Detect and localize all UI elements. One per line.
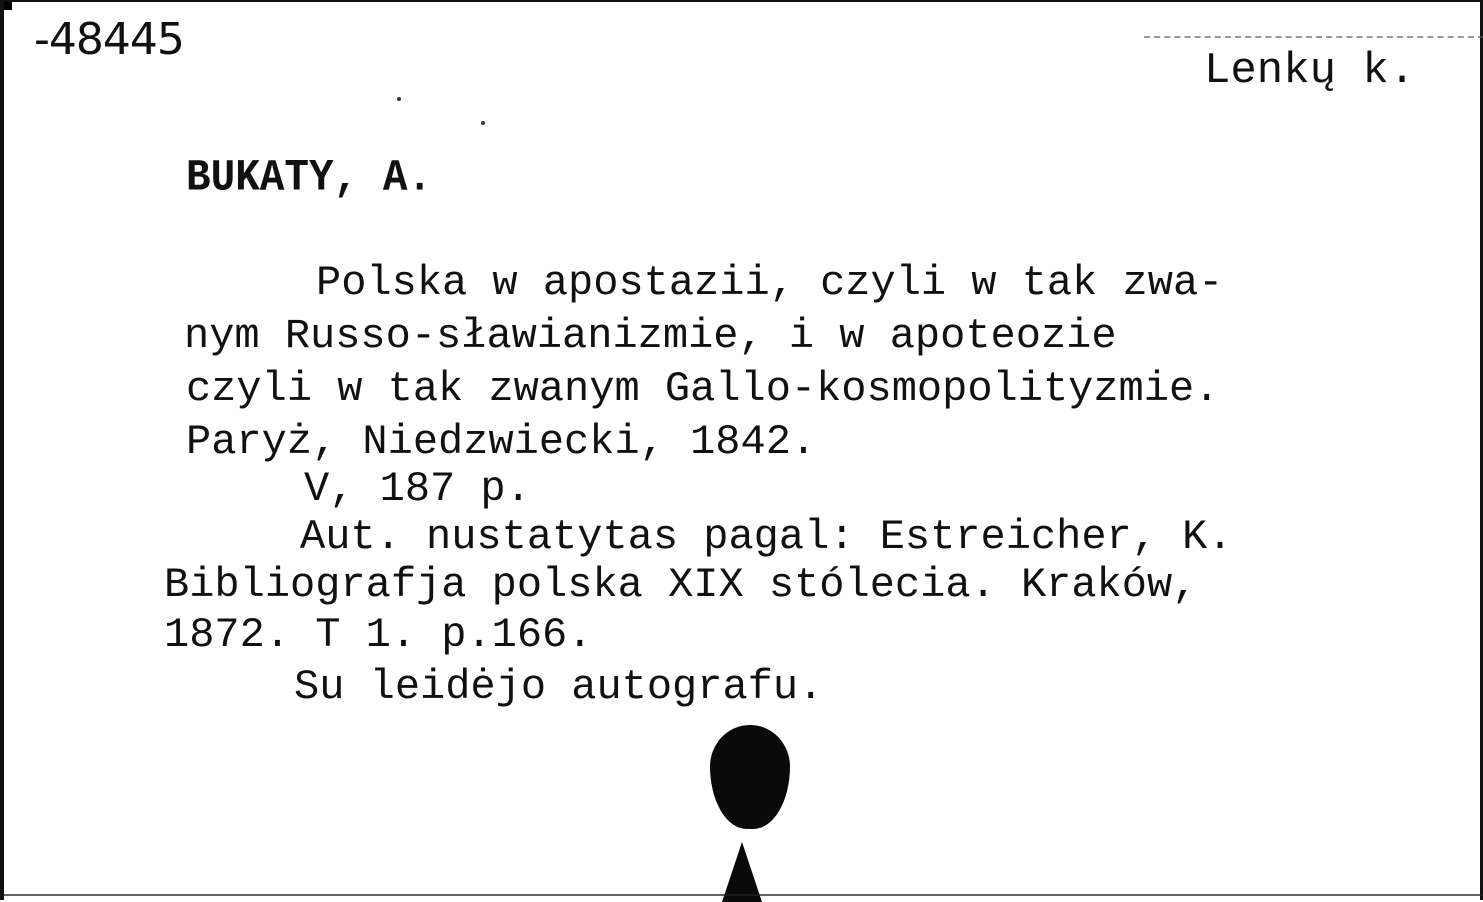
collection-label: Lenkų k. <box>1204 46 1416 96</box>
paper-speck <box>397 97 401 101</box>
accession-number: -48445 <box>34 14 184 65</box>
punch-hole <box>710 725 790 829</box>
author-heading: BUKATY, A. <box>186 154 433 204</box>
note-line-3: 1872. T 1. p.166. <box>164 611 593 659</box>
punch-hole-tear <box>722 842 762 902</box>
imprint-line: Paryż, Niedzwiecki, 1842. <box>186 418 817 466</box>
title-line-2: nym Russo-sławianizmie, i w apoteozie <box>184 312 1117 360</box>
title-line-1: Polska w apostazii, czyli w tak zwa- <box>316 259 1224 307</box>
card-corner-mark <box>4 2 12 10</box>
note-line-2: Bibliografja polska XIX stólecia. Kraków, <box>164 561 1198 609</box>
title-line-3: czyli w tak zwanym Gallo-kosmopolityzmie. <box>186 365 1220 413</box>
top-rule <box>1144 36 1483 38</box>
bottom-edge <box>4 894 1483 896</box>
paper-speck <box>481 121 485 125</box>
collation-line: V, 187 p. <box>304 465 531 513</box>
note-line-1: Aut. nustatytas pagal: Estreicher, K. <box>300 513 1233 561</box>
provenance-line: Su leidėjo autografu. <box>294 663 824 711</box>
